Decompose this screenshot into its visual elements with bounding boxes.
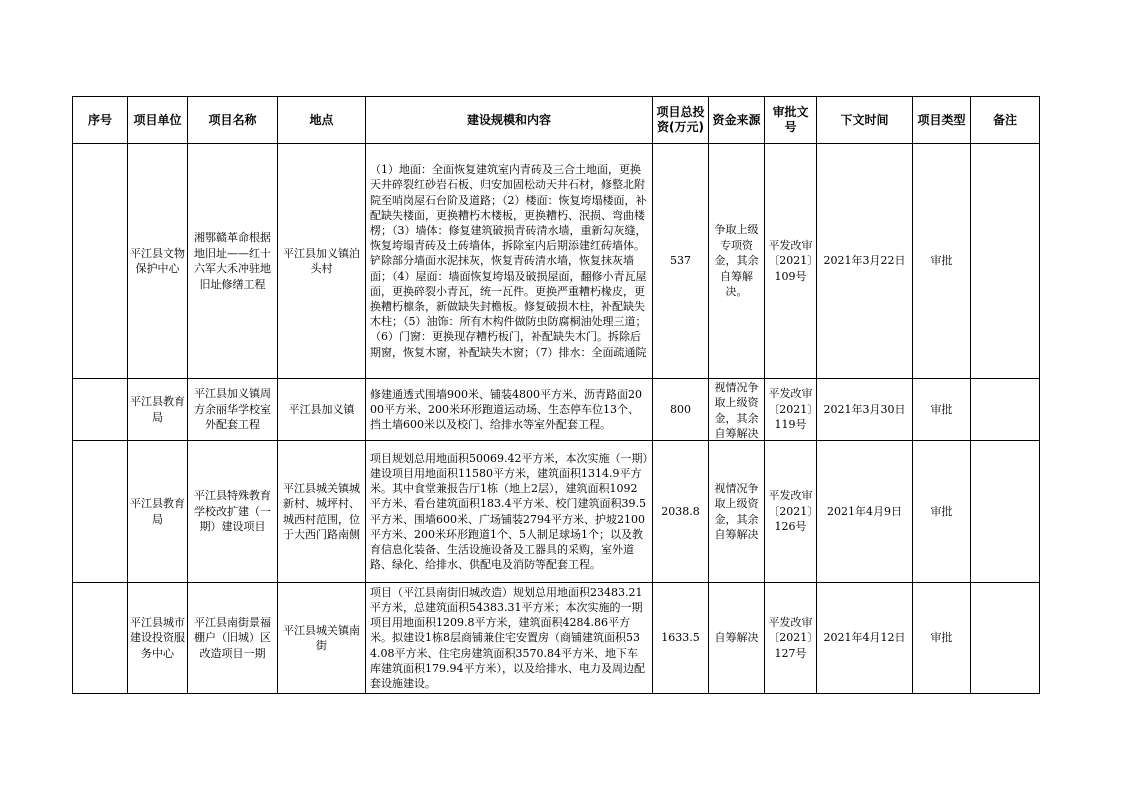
cell-remarks [971,583,1040,694]
cell-investment: 537 [653,144,709,379]
header-type: 项目类型 [913,97,971,144]
content-text: （1）地面：全面恢复建筑室内青砖及三合土地面，更换天井碎裂红砂岩石板、归安加固松动天井石材，修整北附院至哨岗屋石台阶及道路；（2）楼面：恢复垮塌楼面，补配缺失楼面，更换糟朽木楼板，更换糟朽、泯损、弯曲楼楞；（3）墙体：修复建筑破损青砖清水墙，重新勾灰缝，恢复垮塌青砖及土砖墙体，拆除室内后期添建红砖墙体。铲除部分墙面水泥抹灰，恢复青砖清水墙，恢复抹灰墙面；（4）屋面：墙面恢复垮塌及破损屋面，翻修小青瓦屋面，更换碎裂小青瓦，统一瓦件。更换严重糟朽椽皮，更换糟朽檩条，新做缺失封檐板。修复破损木柱，补配缺失木柱；（5）油饰：所有木构件做防虫防腐桐油处理三道；（6）门窗：更换现存糟朽板门，补配缺失木门。拆除后期窗，恢复木窗，补配缺失木窗；（7）排水：全面疏通院 [370,163,647,359]
content-text: 项目规划总用地面积50069.42平方米，本次实施（一期）建设项目用地面积11580平方米，建筑面积1314.9平方米。其中食堂兼报告厅1栋（地上2层），建筑面积1092平方米、看台建筑面积183.4平方米、校门建筑面积39.5平方米、围墙600米、广场铺装2794平方米、护坡2100平方米、200米环形跑道1个、5人制足球场1个；以及教育信息化装备、生活设施设备及工器具的采购，室外道路、绿化、给排水、供配电及消防等配套工程。 [370,451,648,572]
cell-type: 审批 [913,379,971,441]
cell-funding: 视情况争取上级资金，其余自筹解决 [709,441,765,583]
header-issue-date: 下文时间 [817,97,913,144]
header-no: 序号 [73,97,128,144]
cell-content [366,441,653,583]
cell-type: 审批 [913,441,971,583]
cell-investment: 2038.8 [653,441,709,583]
header-unit: 项目单位 [128,97,188,144]
cell-funding: 争取上级专项资金，其余自筹解决。 [709,144,765,379]
header-row [73,97,1040,144]
cell-location: 平江县加义镇泊头村 [278,144,366,379]
table-row [73,583,1040,694]
cell-issue-date: 2021年3月30日 [817,379,913,441]
header-location: 地点 [278,97,366,144]
cell-name: 平江县加义镇周方余丽华学校室外配套工程 [188,379,278,441]
cell-investment: 800 [653,379,709,441]
cell-remarks [971,441,1040,583]
cell-unit: 平江县教育局 [128,441,188,583]
cell-no [73,441,128,583]
cell-issue-date: 2021年4月12日 [817,583,913,694]
cell-no [73,379,128,441]
cell-remarks [971,144,1040,379]
cell-content [366,144,653,379]
cell-content [366,379,653,441]
cell-funding: 自筹解决 [709,583,765,694]
header-investment: 项目总投资(万元) [653,97,709,144]
cell-location: 平江县城关镇南街 [278,583,366,694]
table-row [73,379,1040,441]
table-row [73,441,1040,583]
cell-name: 平江县特殊教育学校改扩建（一期）建设项目 [188,441,278,583]
header-name: 项目名称 [188,97,278,144]
cell-approval-no: 平发改审〔2021〕127号 [765,583,817,694]
header-approval-no: 审批文号 [765,97,817,144]
table-row [73,144,1040,379]
content-text: 修建通透式围墙900米、铺装4800平方米、沥青路面2000平方米、200米环形跑道运动场、生态停车位13个、挡土墙600米以及校门、给排水等室外配套工程。 [370,387,642,432]
cell-location: 平江县加义镇 [278,379,366,441]
cell-unit: 平江县文物保护中心 [128,144,188,379]
cell-no [73,583,128,694]
cell-issue-date: 2021年3月22日 [817,144,913,379]
cell-approval-no: 平发改审〔2021〕126号 [765,441,817,583]
cell-funding [709,379,765,441]
cell-remarks [971,379,1040,441]
cell-investment: 1633.5 [653,583,709,694]
cell-no [73,144,128,379]
cell-unit: 平江县城市建设投资服务中心 [128,583,188,694]
project-approval-table [72,96,1040,694]
cell-issue-date: 2021年4月9日 [817,441,913,583]
cell-name: 平江县南街景福棚户（旧城）区改造项目一期 [188,583,278,694]
cell-type: 审批 [913,144,971,379]
header-funding: 资金来源 [709,97,765,144]
cell-approval-no: 平发改审〔2021〕109号 [765,144,817,379]
cell-location: 平江县城关镇城新村、城坪村、城西村范围，位于大西门路南侧 [278,441,366,583]
cell-name: 湘鄂赣革命根据地旧址——红十六军大禾冲驻地旧址修缮工程 [188,144,278,379]
content-text: 项目（平江县南街旧城改造）规划总用地面积23483.21平方米，总建筑面积54383.31平方米；本次实施的一期项目用地面积1209.8平方米，建筑面积4284.86平方米。拟建设1栋8层商铺兼住宅安置房（商铺建筑面积534.08平方米、住宅房建筑面积3570.84平方米、地下车库建筑面积179.94平方米），以及给排水、电力及周边配套设施建设。 [370,585,645,690]
cell-approval-no: 平发改审〔2021〕119号 [765,379,817,441]
cell-content [366,583,653,694]
header-content: 建设规模和内容 [366,97,653,144]
funding-text: 视情况争取上级资金，其余自筹解决 [714,380,759,440]
cell-type: 审批 [913,583,971,694]
cell-unit: 平江县教育局 [128,379,188,441]
header-remarks: 备注 [971,97,1040,144]
